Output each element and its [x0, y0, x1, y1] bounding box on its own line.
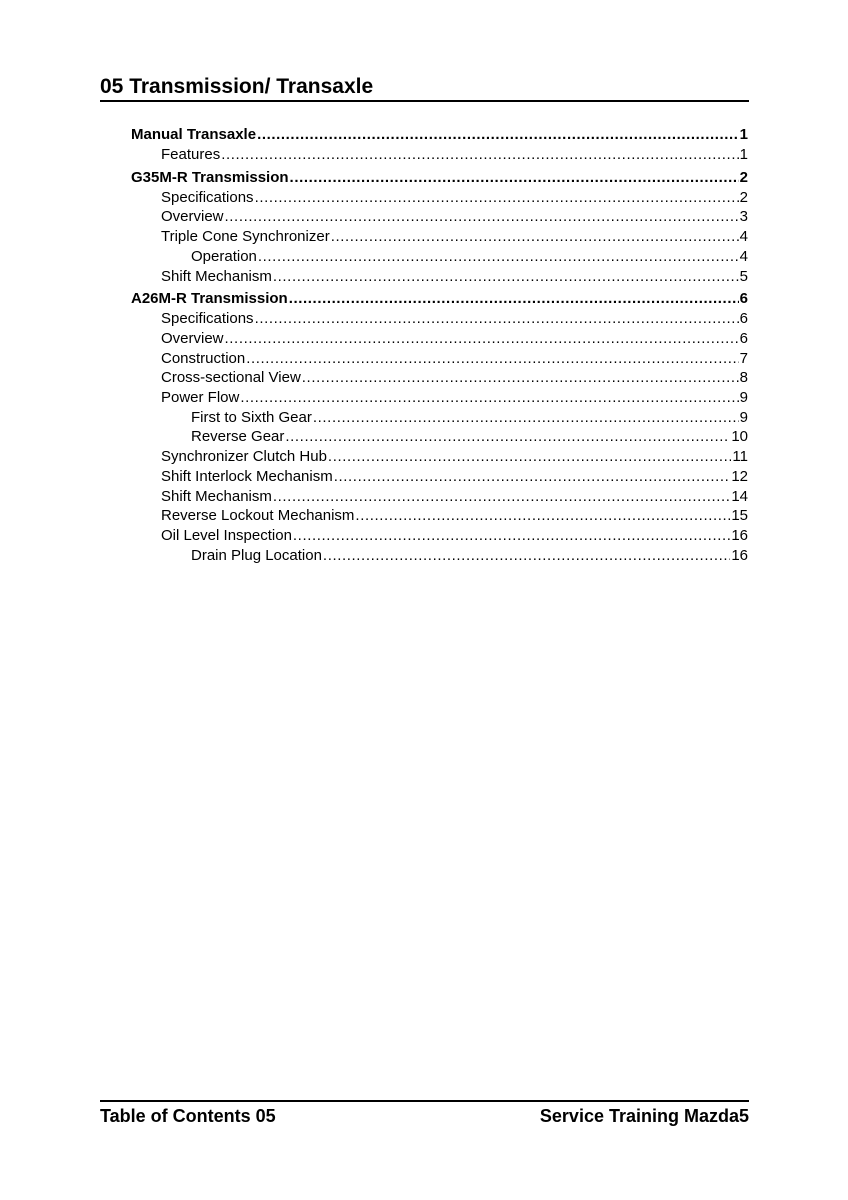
toc-entry[interactable]	[131, 207, 748, 227]
toc-entry-title: Shift Mechanism	[161, 487, 272, 505]
toc-entry-page-number: 5	[739, 267, 748, 285]
toc-entry[interactable]	[131, 145, 748, 165]
toc-dot-leader	[258, 247, 739, 267]
toc-entry-page-number: 14	[731, 487, 748, 505]
toc-dot-leader	[323, 546, 730, 566]
toc-dot-leader	[289, 289, 739, 309]
toc-entry-title: Specifications	[161, 188, 254, 206]
toc-dot-leader	[240, 388, 738, 408]
toc-dot-leader	[293, 526, 730, 546]
toc-entry-page-number: 10	[731, 428, 748, 446]
page-title: 05 Transmission/ Transaxle	[100, 75, 374, 98]
toc-entry-title: G35M-R Transmission	[131, 168, 289, 186]
toc-dot-leader	[246, 349, 738, 369]
toc-dot-leader	[328, 447, 732, 467]
toc-entry-page-number: 1	[739, 126, 748, 143]
toc-entry-title: Reverse Gear	[191, 428, 285, 446]
toc-entry[interactable]	[131, 309, 748, 329]
toc-dot-leader	[334, 467, 731, 487]
toc-entry-title: Triple Cone Synchronizer	[161, 228, 330, 246]
toc-dot-leader	[255, 188, 739, 208]
table-of-contents	[131, 125, 748, 565]
toc-entry-title: Construction	[161, 349, 246, 367]
toc-entry-title: Overview	[161, 208, 224, 226]
toc-entry-title: Overview	[161, 329, 224, 347]
toc-entry[interactable]	[131, 329, 748, 349]
toc-entry-title: Shift Interlock Mechanism	[161, 467, 333, 485]
toc-entry-page-number: 6	[739, 290, 748, 308]
toc-entry-page-number: 4	[739, 247, 748, 265]
toc-entry[interactable]	[131, 168, 748, 188]
toc-entry[interactable]	[131, 267, 748, 287]
toc-entry-title: Manual Transaxle	[131, 126, 257, 143]
toc-entry[interactable]	[131, 427, 748, 447]
toc-dot-leader	[285, 427, 730, 447]
toc-entry-page-number: 4	[739, 228, 748, 246]
footer-publication-label: Service Training Mazda5	[539, 1106, 749, 1126]
toc-entry[interactable]	[131, 125, 748, 145]
toc-entry-page-number: 12	[731, 467, 748, 485]
toc-entry[interactable]	[131, 408, 748, 428]
toc-dot-leader	[273, 487, 730, 507]
toc-dot-leader	[221, 145, 738, 165]
toc-entry-page-number: 3	[739, 208, 748, 226]
toc-entry-title: Oil Level Inspection	[161, 526, 292, 544]
toc-entry[interactable]	[131, 227, 748, 247]
toc-entry-page-number: 16	[731, 546, 748, 564]
toc-dot-leader	[331, 227, 739, 247]
toc-entry[interactable]	[131, 546, 748, 566]
toc-entry-title: Features	[161, 146, 221, 163]
toc-dot-leader	[290, 168, 739, 188]
toc-entry-title: Synchronizer Clutch Hub	[161, 448, 327, 466]
toc-dot-leader	[313, 408, 739, 428]
toc-entry-page-number: 11	[732, 448, 748, 466]
toc-dot-leader	[255, 309, 739, 329]
toc-entry-title: Shift Mechanism	[161, 267, 272, 285]
toc-dot-leader	[225, 329, 739, 349]
toc-entry-page-number: 6	[739, 310, 748, 328]
toc-entry[interactable]	[131, 368, 748, 388]
toc-entry-page-number: 16	[731, 526, 748, 544]
toc-entry[interactable]	[131, 349, 748, 369]
toc-dot-leader	[257, 125, 739, 145]
toc-dot-leader	[225, 207, 739, 227]
toc-entry-title: Drain Plug Location	[191, 546, 322, 564]
page-header	[100, 74, 749, 102]
toc-entry-page-number: 8	[739, 369, 748, 387]
page-footer	[100, 1100, 749, 1127]
toc-entry[interactable]	[131, 247, 748, 267]
toc-entry-page-number: 7	[739, 349, 748, 367]
footer-section-label: Table of Contents 05	[100, 1106, 276, 1126]
toc-entry-page-number: 2	[739, 188, 748, 206]
toc-entry[interactable]	[131, 506, 748, 526]
toc-entry[interactable]	[131, 188, 748, 208]
toc-dot-leader	[355, 506, 730, 526]
toc-entry-title: A26M-R Transmission	[131, 290, 288, 308]
toc-entry-page-number: 9	[739, 408, 748, 426]
toc-entry[interactable]	[131, 388, 748, 408]
toc-entry-title: Reverse Lockout Mechanism	[161, 507, 355, 525]
toc-entry-page-number: 1	[739, 146, 748, 163]
toc-entry-page-number: 2	[739, 168, 748, 186]
toc-entry-title: Specifications	[161, 310, 254, 328]
toc-entry-title: Operation	[191, 247, 257, 265]
toc-entry-title: Power Flow	[161, 389, 240, 407]
toc-entry-page-number: 6	[739, 329, 748, 347]
toc-entry[interactable]	[131, 467, 748, 487]
toc-entry-page-number: 15	[731, 507, 748, 525]
toc-entry-title: Cross-sectional View	[161, 369, 301, 387]
toc-entry[interactable]	[131, 487, 748, 507]
toc-entry-page-number: 9	[739, 389, 748, 407]
toc-entry[interactable]	[131, 526, 748, 546]
toc-dot-leader	[302, 368, 739, 388]
toc-entry-title: First to Sixth Gear	[191, 408, 312, 426]
toc-entry[interactable]	[131, 289, 748, 309]
toc-dot-leader	[273, 267, 739, 287]
toc-entry[interactable]	[131, 447, 748, 467]
